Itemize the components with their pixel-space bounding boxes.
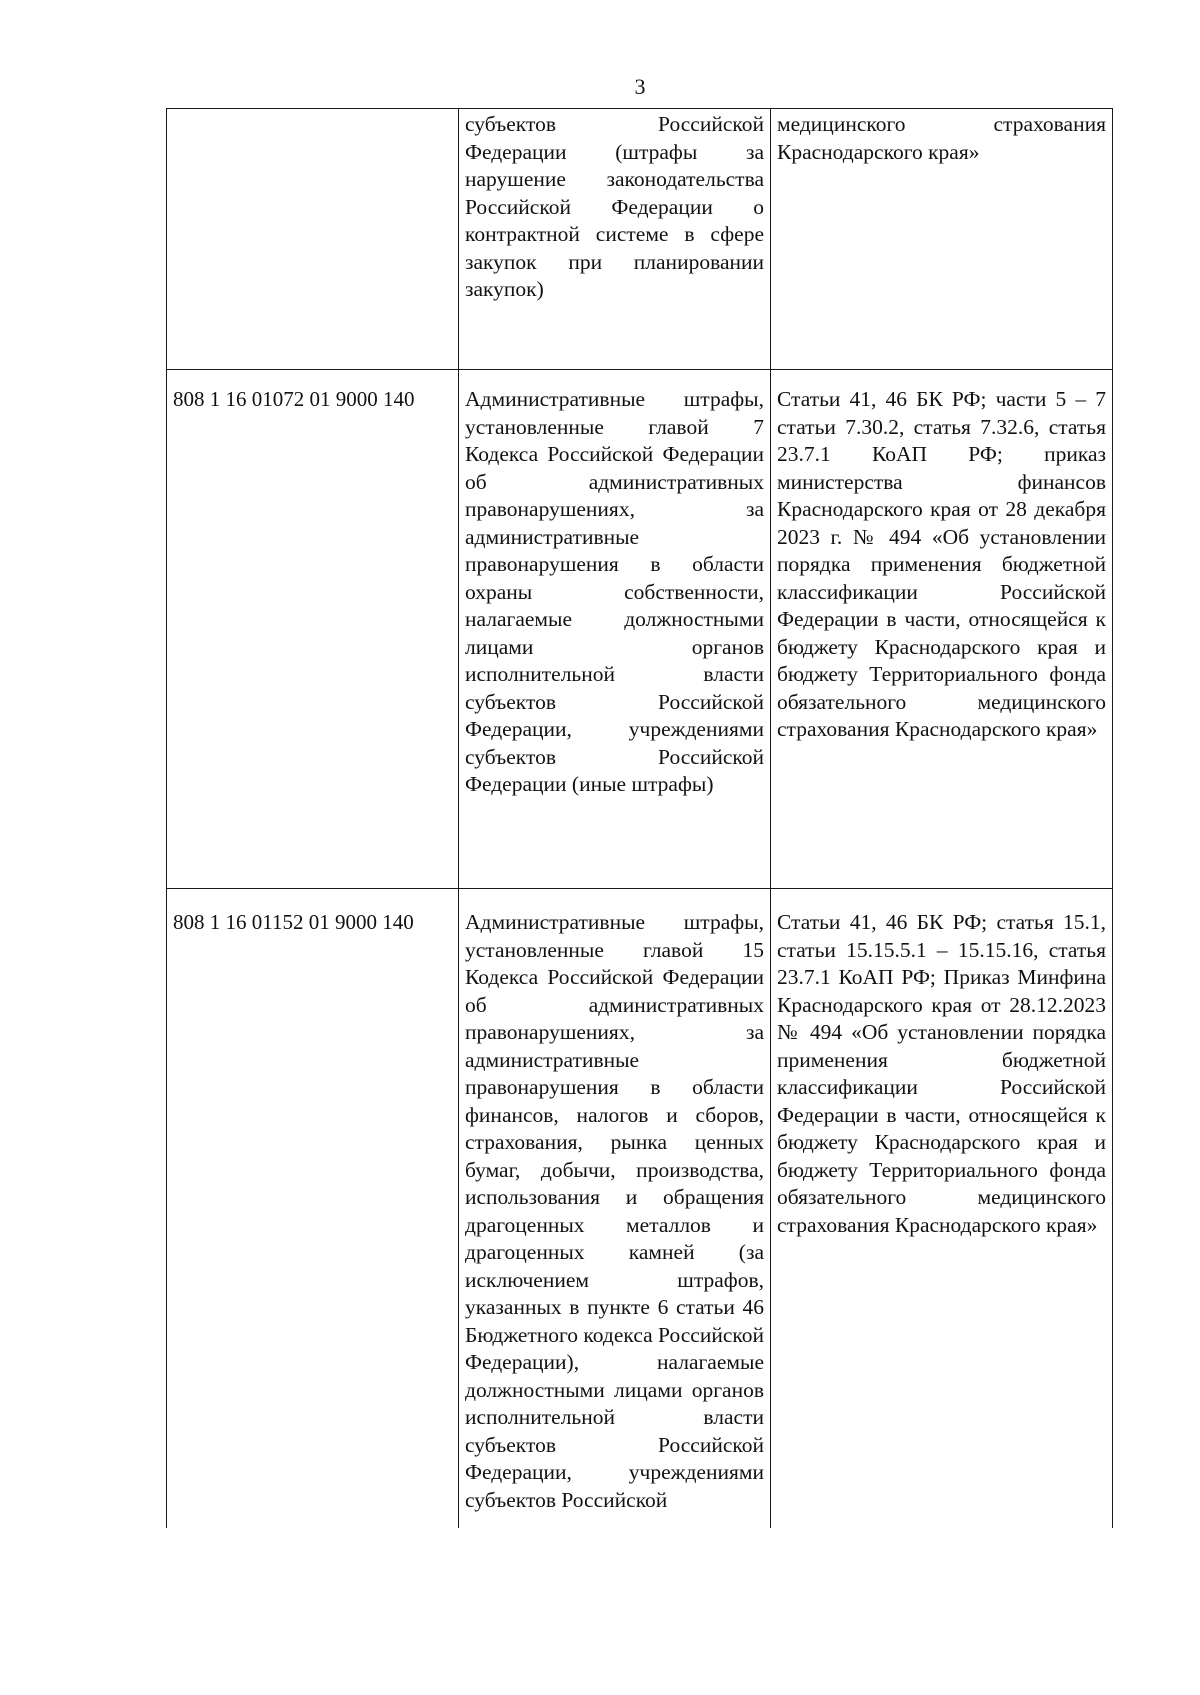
- kbk-code-cell: 808 1 16 01072 01 9000 140: [167, 370, 459, 889]
- table-row: [167, 109, 1113, 370]
- kbk-code-cell: [167, 109, 459, 370]
- kbk-code-cell: 808 1 16 01152 01 9000 140: [167, 889, 459, 1529]
- revenue-name-cell: Административные штрафы, установленные главой 15 Кодекса Российской Федерации об административных правонарушениях, за административные правонарушения в области финансов, налогов и сборов, страхования, рынка ценных бумаг, добычи, производства, использования и обращения драгоценных металлов и драгоценных камней (за исключением штрафов, указанных в пункте 6 статьи 46 Бюджетного кодекса Российской Федерации), налагаемые должностными лицами органов исполнительной власти субъектов Российской Федерации, учреждениями субъектов Российской: [459, 889, 771, 1529]
- budget-classification-table: [166, 108, 1113, 1528]
- revenue-name-cell: Административные штрафы, установленные главой 7 Кодекса Российской Федерации об административных правонарушениях, за административные правонарушения в области охраны собственности, налагаемые должностными лицами органов исполнительной власти субъектов Российской Федерации, учреждениями субъектов Российской Федерации (иные штрафы): [459, 370, 771, 889]
- legal-basis-cell: Статьи 41, 46 БК РФ; статья 15.1, статьи 15.15.5.1 – 15.15.16, статья 23.7.1 КоАП РФ; Приказ Минфина Краснодарского края от 28.12.2023 № 494 «Об установлении порядка применения бюджетной классификации Российской Федерации в части, относящейся к бюджету Краснодарского края и бюджету Территориального фонда обязательного медицинского страхования Краснодарского края»: [771, 889, 1113, 1529]
- table-row: [167, 889, 1113, 1529]
- page-number: 3: [634, 74, 646, 99]
- table-row: [167, 370, 1113, 889]
- revenue-name-cell: субъектов Российской Федерации (штрафы за нарушение законодательства Российской Федерации о контрактной системе в сфере закупок при планировании закупок): [459, 109, 771, 370]
- legal-basis-cell: медицинского страхования Краснодарского края»: [771, 109, 1113, 370]
- legal-basis-cell: Статьи 41, 46 БК РФ; части 5 – 7 статьи 7.30.2, статья 7.32.6, статья 23.7.1 КоАП РФ; приказ министерства финансов Краснодарского края от 28 декабря 2023 г. № 494 «Об установлении порядка применения бюджетной классификации Российской Федерации в части, относящейся к бюджету Краснодарского края и бюджету Территориального фонда обязательного медицинского страхования Краснодарского края»: [771, 370, 1113, 889]
